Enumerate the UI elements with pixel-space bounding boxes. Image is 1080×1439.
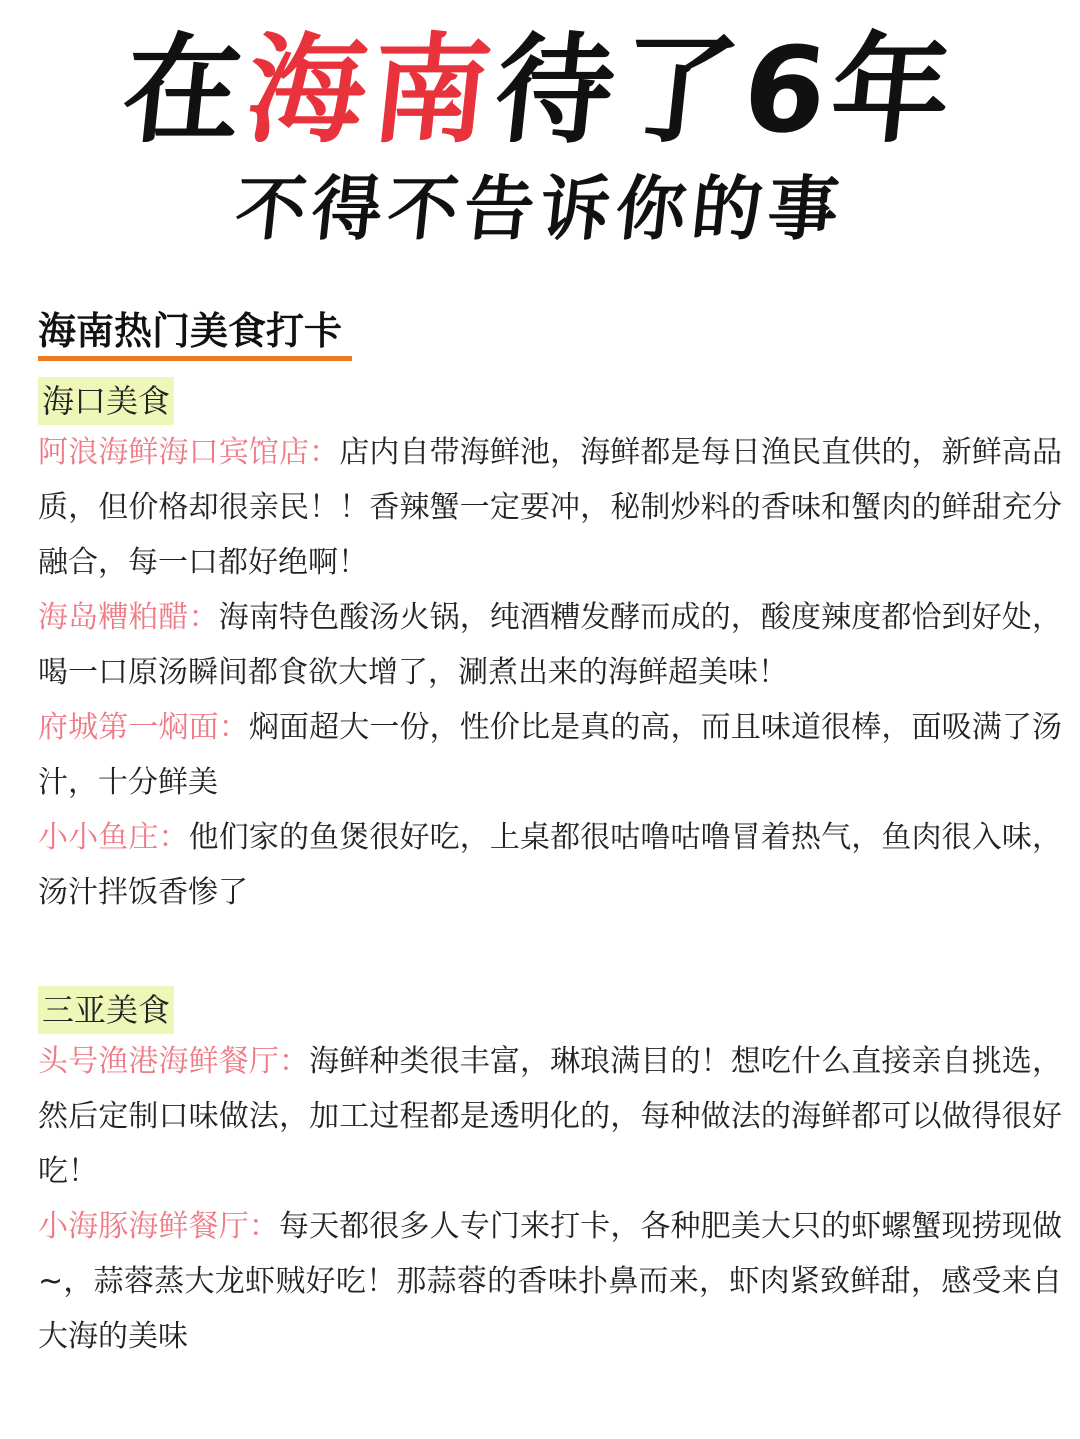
section-title: 海南热门美食打卡 (38, 306, 352, 361)
restaurant-desc: 海南特色酸汤火锅，纯酒糟发酵而成的，酸度辣度都恰到好处，喝一口原汤瞬间都食欲大增了，涮煮出来的海鲜超美味！ (38, 600, 1063, 690)
restaurant-name: 头号渔港海鲜餐厅： (38, 1044, 310, 1079)
food-entry (38, 590, 1062, 700)
section-spacer (38, 920, 1062, 980)
restaurant-desc: 每天都很多人专门来打卡，各种肥美大只的虾螺蟹现捞现做~，蒜蓉蒸大龙虾贼好吃！那蒜蓉的香味扑鼻而来，虾肉紧致鲜甜，感受来自大海的美味 (38, 1209, 1063, 1354)
city-section-sanya (38, 986, 1062, 1364)
restaurant-name: 小海豚海鲜餐厅： (38, 1209, 279, 1244)
restaurant-desc: 店内自带海鲜池，海鲜都是每日渔民直供的，新鲜高品质，但价格却很亲民！！香辣蟹一定要冲，秘制炒料的香味和蟹肉的鲜甜充分融合，每一口都好绝啊！ (38, 435, 1063, 580)
title-block (0, 20, 1080, 252)
food-entry (38, 1199, 1062, 1364)
food-entry (38, 425, 1062, 590)
food-entry (38, 810, 1062, 920)
main-title-suffix: 待了6年 (488, 21, 964, 159)
food-entry (38, 700, 1062, 810)
main-title-highlight: 海南 (240, 21, 504, 159)
restaurant-name: 小小鱼庄： (38, 820, 189, 855)
main-title-prefix: 在 (116, 21, 256, 159)
restaurant-desc: 海鲜种类很丰富，琳琅满目的！想吃什么直接亲自挑选，然后定制口味做法，加工过程都是透明化的，每种做法的海鲜都可以做得很好吃！ (38, 1044, 1063, 1189)
content (38, 306, 1062, 1364)
main-title (0, 20, 1080, 160)
restaurant-name: 府城第一焖面： (38, 710, 249, 745)
restaurant-name: 海岛糟粕醋： (38, 600, 219, 635)
sub-title: 不得不告诉你的事 (231, 168, 849, 250)
restaurant-desc: 焖面超大一份，性价比是真的高，而且味道很棒，面吸满了汤汁，十分鲜美 (38, 710, 1063, 800)
city-tag: 三亚美食 (38, 986, 174, 1034)
restaurant-name: 阿浪海鲜海口宾馆店： (38, 435, 340, 470)
city-section-haikou (38, 377, 1062, 920)
city-tag: 海口美食 (38, 377, 174, 425)
food-entry (38, 1034, 1062, 1199)
restaurant-desc: 他们家的鱼煲很好吃，上桌都很咕噜咕噜冒着热气，鱼肉很入味，汤汁拌饭香惨了 (38, 820, 1063, 910)
